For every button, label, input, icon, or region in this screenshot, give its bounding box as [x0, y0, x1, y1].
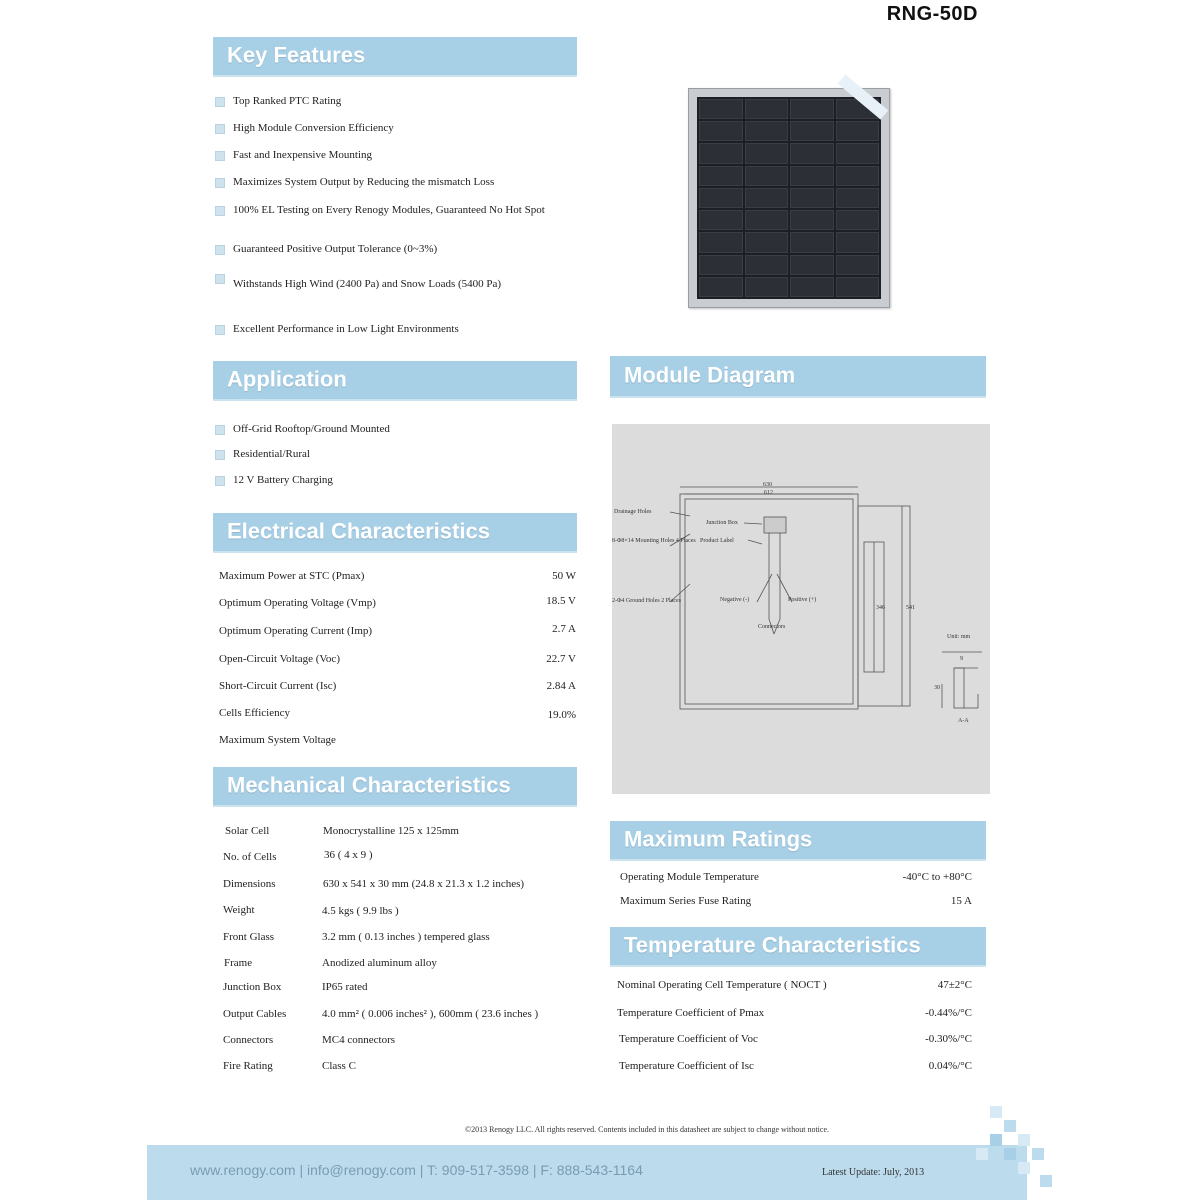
solar-cell [699, 232, 743, 252]
electrical-value: 2.84 A [546, 680, 576, 692]
decor-square [990, 1106, 1002, 1118]
electrical-label: Short-Circuit Current (Isc) [219, 680, 337, 692]
feature-item: Top Ranked PTC Rating [233, 95, 342, 107]
solar-cell [836, 277, 880, 297]
solar-cell [790, 99, 834, 119]
application-item: 12 V Battery Charging [233, 474, 333, 486]
max-ratings-label: Maximum Series Fuse Rating [620, 895, 752, 907]
feature-item: Excellent Performance in Low Light Environments [233, 323, 459, 335]
label-product: Product Label [700, 538, 734, 544]
label-unit: Unit: mm [947, 634, 971, 640]
max-ratings-header [610, 821, 986, 861]
feature-item: 100% EL Testing on Every Renogy Modules, Guaranteed No Hot Spot [233, 204, 545, 216]
max-ratings-label: Operating Module Temperature [620, 871, 759, 883]
solar-panel-image [688, 88, 890, 308]
mechanical-label: Dimensions [223, 878, 276, 890]
decor-square [1004, 1120, 1016, 1132]
label-negative: Negative (-) [720, 597, 750, 603]
solar-cell [790, 143, 834, 163]
decor-square [1004, 1148, 1016, 1160]
module-diagram-drawing [612, 424, 990, 794]
label-side-dim2: 346 [876, 605, 885, 611]
bullet-icon [215, 425, 225, 435]
label-connectors: Connectors [758, 624, 786, 630]
copyright-notice: ©2013 Renogy LLC. All rights reserved. Contents included in this datasheet are subject to change without notice. [465, 1125, 829, 1134]
solar-cell [836, 188, 880, 208]
electrical-value: 18.5 V [546, 595, 576, 607]
mechanical-label: Front Glass [223, 931, 275, 943]
mechanical-label: Output Cables [223, 1008, 287, 1020]
electrical-value: 22.7 V [546, 653, 576, 665]
solar-cell [790, 255, 834, 275]
module-diagram-title: Module Diagram [624, 362, 796, 388]
solar-cell [699, 143, 743, 163]
decor-square [976, 1148, 988, 1160]
bullet-icon [215, 476, 225, 486]
application-title: Application [227, 366, 347, 392]
electrical-header [213, 513, 577, 553]
label-top-dim: 630 [763, 482, 772, 488]
mechanical-value: Monocrystalline 125 x 125mm [323, 825, 459, 837]
mechanical-value: 4.5 kgs ( 9.9 lbs ) [322, 905, 399, 917]
application-item: Off-Grid Rooftop/Ground Mounted [233, 423, 390, 435]
solar-cell [745, 277, 789, 297]
temperature-value: -0.44%/°C [925, 1007, 972, 1019]
module-diagram-header [610, 356, 986, 398]
max-ratings-value: -40°C to +80°C [902, 871, 972, 883]
mechanical-value: Anodized aluminum alloy [322, 957, 437, 969]
bullet-icon [215, 206, 225, 216]
mechanical-label: Junction Box [223, 981, 282, 993]
solar-cell [745, 166, 789, 186]
solar-cell [790, 121, 834, 141]
electrical-label: Optimum Operating Current (Imp) [219, 625, 373, 637]
electrical-label: Cells Efficiency [219, 707, 290, 719]
label-top-dim2: 612 [764, 490, 773, 496]
bullet-icon [215, 450, 225, 460]
label-drainage: Drainage Holes [614, 509, 652, 515]
mechanical-value: IP65 rated [322, 981, 368, 993]
decor-square [990, 1175, 1002, 1187]
decor-square [990, 1134, 1002, 1146]
label-lip: 9 [960, 656, 963, 662]
mechanical-label: Frame [224, 957, 253, 969]
feature-item: High Module Conversion Efficiency [233, 122, 394, 134]
feature-item: Maximizes System Output by Reducing the mismatch Loss [233, 176, 495, 188]
solar-cell [790, 277, 834, 297]
feature-item: Withstands High Wind (2400 Pa) and Snow Loads (5400 Pa) [233, 278, 502, 290]
solar-cell [790, 188, 834, 208]
mechanical-label: Weight [223, 904, 255, 916]
solar-cell [745, 121, 789, 141]
mechanical-header [213, 767, 577, 807]
module-diagram [612, 424, 990, 794]
mechanical-value: 36 ( 4 x 9 ) [324, 849, 373, 861]
temperature-label: Temperature Coefficient of Isc [619, 1060, 754, 1072]
key-features-header [213, 37, 577, 77]
mechanical-title: Mechanical Characteristics [227, 772, 511, 798]
solar-cell [836, 143, 880, 163]
mechanical-value: 630 x 541 x 30 mm (24.8 x 21.3 x 1.2 inches) [323, 878, 525, 890]
temperature-header [610, 927, 986, 967]
feature-item: Fast and Inexpensive Mounting [233, 149, 373, 161]
solar-cell [836, 255, 880, 275]
label-thickness: 30 [934, 685, 940, 691]
electrical-value: 19.0% [547, 709, 576, 721]
temperature-label: Temperature Coefficient of Voc [619, 1033, 758, 1045]
bullet-icon [215, 151, 225, 161]
bullet-icon [215, 124, 225, 134]
label-mounting: 8-Φ8×14 Mounting Holes 4 Places [612, 538, 696, 544]
bullet-icon [215, 178, 225, 188]
max-ratings-title: Maximum Ratings [624, 826, 813, 852]
electrical-value: 2.7 A [552, 623, 576, 635]
electrical-value: 50 W [552, 570, 576, 582]
bullet-icon [215, 97, 225, 107]
mechanical-label: Solar Cell [225, 825, 270, 837]
electrical-label: Maximum Power at STC (Pmax) [219, 570, 365, 582]
bullet-icon [215, 245, 225, 255]
bullet-icon [215, 274, 225, 284]
solar-cell [699, 255, 743, 275]
bullet-icon [215, 325, 225, 335]
mechanical-label: Connectors [223, 1034, 274, 1046]
solar-cell [745, 232, 789, 252]
solar-cell [790, 232, 834, 252]
solar-cell [745, 188, 789, 208]
key-features-title: Key Features [227, 42, 366, 68]
solar-cell [790, 166, 834, 186]
solar-cell [836, 166, 880, 186]
application-header [213, 361, 577, 401]
temperature-label: Nominal Operating Cell Temperature ( NOCT ) [617, 979, 827, 991]
temperature-value: 0.04%/°C [928, 1060, 972, 1072]
temperature-value: 47±2°C [937, 979, 972, 991]
decor-square [1040, 1175, 1052, 1187]
solar-cell [699, 210, 743, 230]
solar-cell [745, 143, 789, 163]
solar-cell [699, 121, 743, 141]
solar-cell [699, 166, 743, 186]
electrical-label: Open-Circuit Voltage (Voc) [219, 653, 340, 665]
label-positive: Positive (+) [788, 597, 817, 603]
solar-cell [836, 121, 880, 141]
decor-square [1032, 1148, 1044, 1160]
solar-cell [745, 255, 789, 275]
solar-cell [699, 188, 743, 208]
mechanical-value: 3.2 mm ( 0.13 inches ) tempered glass [322, 931, 490, 943]
label-section: A-A [958, 718, 969, 724]
solar-cell [836, 232, 880, 252]
mechanical-value: Class C [322, 1060, 356, 1072]
label-side-dim: 541 [906, 605, 915, 611]
feature-item: Guaranteed Positive Output Tolerance (0~3%) [233, 243, 438, 255]
solar-cell [745, 99, 789, 119]
footer-date: Latest Update: July, 2013 [822, 1167, 925, 1178]
mechanical-label: No. of Cells [223, 851, 277, 863]
label-ground: 2-Φ4 Ground Holes 2 Places [612, 598, 682, 604]
solar-cell [790, 210, 834, 230]
electrical-label: Maximum System Voltage [219, 734, 336, 746]
solar-cell [699, 99, 743, 119]
temperature-title: Temperature Characteristics [624, 932, 921, 958]
solar-cell [745, 210, 789, 230]
footer-contact: www.renogy.com | info@renogy.com | T: 909-517-3598 | F: 888-543-1164 [190, 1162, 643, 1178]
label-junction: Junction Box [706, 520, 738, 526]
decor-square [1018, 1162, 1030, 1174]
model-number: RNG-50D [886, 3, 978, 25]
electrical-label: Optimum Operating Voltage (Vmp) [219, 597, 376, 609]
decor-square [1018, 1134, 1030, 1146]
mechanical-value: 4.0 mm² ( 0.006 inches² ), 600mm ( 23.6 inches ) [322, 1008, 539, 1020]
mechanical-label: Fire Rating [223, 1060, 273, 1072]
temperature-value: -0.30%/°C [925, 1033, 972, 1045]
application-item: Residential/Rural [233, 448, 310, 460]
solar-cell [699, 277, 743, 297]
max-ratings-value: 15 A [950, 895, 972, 907]
temperature-label: Temperature Coefficient of Pmax [617, 1007, 765, 1019]
mechanical-value: MC4 connectors [322, 1034, 396, 1046]
electrical-title: Electrical Characteristics [227, 518, 490, 544]
solar-cell [836, 210, 880, 230]
